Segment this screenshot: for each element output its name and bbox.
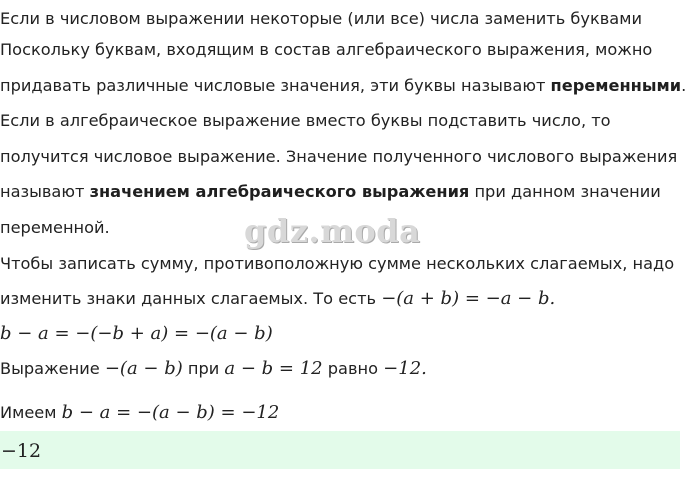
paragraph-line-12	[0, 403, 279, 423]
paragraph-line-9	[0, 289, 555, 309]
text: придавать различные числовые значения, эти буквы называют	[0, 76, 551, 95]
text: называют	[0, 182, 90, 201]
text: Имеем	[0, 403, 62, 422]
formula: −(a − b)	[104, 358, 183, 379]
paragraph-line-6	[0, 182, 661, 202]
formula: −12.	[383, 358, 427, 379]
answer-value: −12	[1, 440, 42, 462]
text: при	[182, 359, 225, 378]
paragraph-line-5	[0, 147, 677, 167]
paragraph-line-8	[0, 254, 674, 274]
term-variables: переменными	[550, 76, 682, 95]
formula: b − a = −(−b + a) = −(a − b)	[0, 323, 273, 344]
answer-box	[0, 431, 680, 469]
text: переменной.	[0, 218, 110, 237]
text: Чтобы записать сумму, противоположную сумме нескольких слагаемых, надо	[0, 254, 675, 273]
text: Поскольку буквам, входящим в состав алгебраического выражения, можно	[0, 40, 653, 59]
text: Если в числовом выражении некоторые (или все) числа заменить буквами	[0, 9, 642, 28]
text: при данном значении	[469, 182, 661, 201]
text: изменить знаки данных слагаемых. То есть	[0, 289, 382, 308]
term-expression-value: значением алгебраического выражения	[89, 182, 470, 201]
text: Выражение	[0, 359, 105, 378]
formula: −(a + b) = −a − b.	[381, 288, 556, 309]
text: равно	[322, 359, 384, 378]
text: получится числовое выражение. Значение полученного числового выражения	[0, 147, 678, 166]
formula: b − a = −(a − b) = −12	[61, 402, 280, 423]
paragraph-line-7	[0, 218, 110, 238]
paragraph-line-4	[0, 111, 611, 131]
formula-line-10	[0, 324, 273, 344]
paragraph-line-1	[0, 9, 642, 29]
text: .	[681, 76, 686, 95]
paragraph-line-11	[0, 359, 427, 379]
paragraph-line-2	[0, 40, 652, 60]
watermark-logo: gdz.moda	[244, 212, 421, 250]
formula: a − b = 12	[224, 358, 323, 379]
text: Если в алгебраическое выражение вместо буквы подставить число, то	[0, 111, 611, 130]
paragraph-line-3	[0, 76, 686, 96]
